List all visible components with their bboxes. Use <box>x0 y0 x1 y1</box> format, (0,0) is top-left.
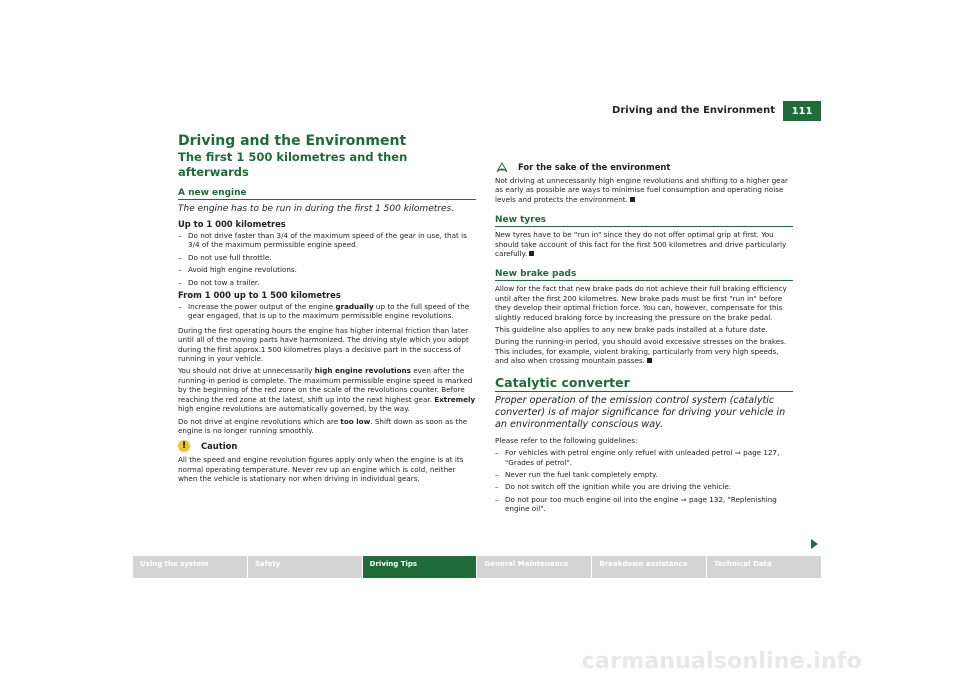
list-item: – Do not use full throttle. <box>178 252 272 262</box>
footer-tab-bar <box>133 556 822 578</box>
list-item: – Avoid high engine revolutions. <box>178 265 297 275</box>
section-title: The first 1 500 kilometres and then afterwards <box>178 150 408 179</box>
section-end-mark <box>630 197 635 202</box>
exclamation-circle-icon: ! <box>178 440 190 452</box>
brake-paragraph-2: This guideline also applies to any new brake pads installed at a future date. <box>495 325 768 335</box>
list-item: – For vehicles with petrol engine only refuel with unleaded petrol ⇒ page 127, "Grades of petrol". <box>495 448 780 467</box>
section-end-mark <box>529 251 534 256</box>
heading-catalytic-converter: Catalytic converter <box>495 374 793 392</box>
lead-text: The engine has to be run in during the first 1 500 kilometres. <box>178 204 455 214</box>
tyres-text: New tyres have to be "run in" since they do not offer optimal grip at first. You should take account of this fact for the first 500 kilometres and drive particularly carefully. <box>495 230 787 259</box>
catalytic-lead: Proper operation of the emission control system (catalytic converter) is of major significance for driving your vehicle in an environmentally conscious way. <box>495 394 786 430</box>
subheading-up-to-1000: Up to 1 000 kilometres <box>178 219 286 229</box>
subheading-from-1000-to-1500: From 1 000 up to 1 500 kilometres <box>178 290 341 301</box>
tab-driving-tips[interactable]: Driving Tips <box>363 556 478 578</box>
tab-using-the-system[interactable]: Using the system <box>133 556 248 578</box>
page-number: 111 <box>783 101 821 121</box>
environment-text: Not driving at unnecessarily high engine revolutions and shifting to a higher gear as early as possible are ways to minimise fuel consumption and operating noise levels and protects the environment. <box>495 176 788 204</box>
brake-paragraph-3: During the running-in period, you should avoid excessive stresses on the brakes. This includes, for example, violent braking, particularly from very high speeds, and also when crossing mountain passes. <box>495 337 787 366</box>
heading-new-tyres: New tyres <box>495 214 793 227</box>
environment-heading <box>495 162 793 174</box>
tab-general-maintenance[interactable]: General Maintenance <box>477 556 592 578</box>
brake-paragraph-1: Allow for the fact that new brake pads do not achieve their full braking efficiency until after the first 200 kilometres. New brake pads must be first "run in" before they develop their optimal friction force. You can, however, compensate for this slightly reduced braking force by increasing the pressure on the brake pedal. <box>495 284 787 322</box>
caution-heading <box>178 440 476 452</box>
paragraph-revolutions: You should not drive at unnecessarily high engine revolutions even after the running-in period is complete. The maximum permissible engine speed is marked by the beginning of the red zone on the scale of the revolutions counter. Before reaching the red zone at the latest, shift up into the next highest gear. Extremely high engine revolutions are automatically governed, by the way. <box>178 366 476 414</box>
subsection-heading-new-engine: A new engine <box>178 187 476 200</box>
section-end-mark <box>647 358 652 363</box>
paragraph-friction: During the first operating hours the engine has higher internal friction than later until all of the moving parts have harmonized. The driving style which you adopt during the first approx.1 500 kilometres plays a decisive part in the success of running in your vehicle. <box>178 325 469 364</box>
caution-title: Caution <box>201 440 238 451</box>
watermark: carmanualsonline.info <box>581 649 862 674</box>
right-column <box>495 162 793 517</box>
running-header-title: Driving and the Environment <box>612 105 775 116</box>
up-to-list <box>178 231 476 287</box>
left-column <box>178 132 476 487</box>
list-item: – Do not tow a trailer. <box>178 277 260 287</box>
catalytic-intro: Please refer to the following guidelines: <box>495 435 638 445</box>
list-item: – Never run the fuel tank completely empty. <box>495 469 658 479</box>
tab-safety[interactable]: Safety <box>248 556 363 578</box>
list-item: – Do not switch off the ignition while you are driving the vehicle. <box>495 482 732 492</box>
caution-text: All the speed and engine revolution figures apply only when the engine is at its normal operating temperature. Never rev up an engine which is cold, neither when the vehicle is stationary nor when driving in individual gears. <box>178 455 464 484</box>
list-item: – Increase the power output of the engine gradually up to the full speed of the gear engaged, that is up to the maximum permissible engine revolutions. <box>178 302 470 321</box>
paragraph-too-low: Do not drive at engine revolutions which are too low. Shift down as soon as the engine is no longer running smoothly. <box>178 416 468 435</box>
next-page-arrow-icon[interactable] <box>811 539 818 549</box>
heading-new-brake-pads: New brake pads <box>495 268 793 281</box>
tab-technical-data[interactable]: Technical Data <box>707 556 822 578</box>
tab-breakdown-assistance[interactable]: Breakdown assistance <box>592 556 707 578</box>
list-item: – Do not drive faster than 3/4 of the maximum speed of the gear in use, that is 3/4 of the maximum permissible engine speed. <box>178 231 467 250</box>
list-item: – Do not pour too much engine oil into the engine ⇒ page 132, "Replenishing engine oil". <box>495 494 777 514</box>
chapter-title: Driving and the Environment <box>178 133 407 149</box>
leaf-recycle-icon <box>495 162 509 174</box>
environment-title: For the sake of the environment <box>518 162 671 173</box>
